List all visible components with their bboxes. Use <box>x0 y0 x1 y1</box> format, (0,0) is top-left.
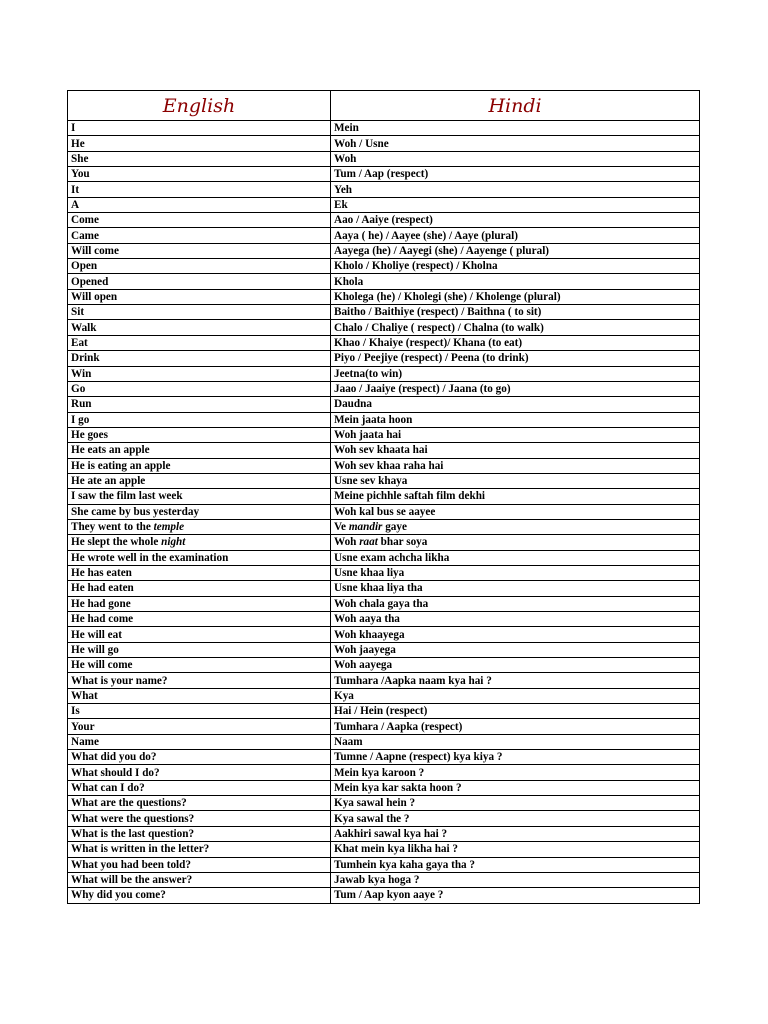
hindi-cell: Piyo / Peejiye (respect) / Peena (to drink) <box>331 351 700 366</box>
hindi-cell: Kholega (he) / Kholegi (she) / Kholenge (plural) <box>331 289 700 304</box>
hindi-cell: Woh raat bhar soya <box>331 535 700 550</box>
hindi-cell: Baitho / Baithiye (respect) / Baithna ( to sit) <box>331 305 700 320</box>
english-cell: Will come <box>68 243 331 258</box>
english-cell: Walk <box>68 320 331 335</box>
english-cell: Open <box>68 259 331 274</box>
table-row <box>68 627 700 642</box>
table-row <box>68 704 700 719</box>
english-cell: A <box>68 197 331 212</box>
hindi-cell: Jeetna(to win) <box>331 366 700 381</box>
table-row <box>68 780 700 795</box>
hindi-cell: Ek <box>331 197 700 212</box>
header-english: English <box>68 91 331 121</box>
english-cell: Drink <box>68 351 331 366</box>
hindi-cell: Yeh <box>331 182 700 197</box>
table-row <box>68 658 700 673</box>
hindi-cell: Mein kya kar sakta hoon ? <box>331 780 700 795</box>
hindi-cell: Tumhara / Aapka (respect) <box>331 719 700 734</box>
english-cell: Sit <box>68 305 331 320</box>
table-row <box>68 826 700 841</box>
hindi-cell: Tum / Aap kyon aaye ? <box>331 888 700 903</box>
english-cell: He will go <box>68 642 331 657</box>
table-row <box>68 412 700 427</box>
hindi-cell: Woh sev khaata hai <box>331 443 700 458</box>
hindi-cell: Khat mein kya likha hai ? <box>331 842 700 857</box>
english-cell: He wrote well in the examination <box>68 550 331 565</box>
english-cell: It <box>68 182 331 197</box>
english-cell: Come <box>68 213 331 228</box>
english-cell: What is your name? <box>68 673 331 688</box>
hindi-cell: Khola <box>331 274 700 289</box>
hindi-cell: Jawab kya hoga ? <box>331 872 700 887</box>
table-row <box>68 197 700 212</box>
english-cell: Eat <box>68 335 331 350</box>
hindi-cell: Kya sawal the ? <box>331 811 700 826</box>
table-row <box>68 796 700 811</box>
hindi-cell: Mein <box>331 121 700 136</box>
english-cell: I go <box>68 412 331 427</box>
english-cell: What will be the answer? <box>68 872 331 887</box>
table-row <box>68 366 700 381</box>
table-row <box>68 750 700 765</box>
table-row <box>68 458 700 473</box>
table-body <box>68 121 700 904</box>
hindi-cell: Naam <box>331 734 700 749</box>
hindi-cell: Aakhiri sawal kya hai ? <box>331 826 700 841</box>
english-cell: Is <box>68 704 331 719</box>
hindi-cell: Usne khaa liya tha <box>331 581 700 596</box>
english-cell: She <box>68 151 331 166</box>
hindi-cell: Tumhein kya kaha gaya tha ? <box>331 857 700 872</box>
table-row <box>68 596 700 611</box>
hindi-cell: Usne sev khaya <box>331 473 700 488</box>
table-row <box>68 305 700 320</box>
table-row <box>68 136 700 151</box>
table-row <box>68 182 700 197</box>
english-cell: She came by bus yesterday <box>68 504 331 519</box>
table-row <box>68 381 700 396</box>
english-cell: What can I do? <box>68 780 331 795</box>
english-cell: He eats an apple <box>68 443 331 458</box>
table-row <box>68 351 700 366</box>
english-cell: What <box>68 688 331 703</box>
table-row <box>68 565 700 580</box>
table-row <box>68 765 700 780</box>
english-cell: He <box>68 136 331 151</box>
table-row <box>68 612 700 627</box>
english-cell: He has eaten <box>68 565 331 580</box>
english-cell: What were the questions? <box>68 811 331 826</box>
table-row <box>68 550 700 565</box>
english-cell: Your <box>68 719 331 734</box>
table-row <box>68 151 700 166</box>
english-cell: He goes <box>68 427 331 442</box>
table-row <box>68 167 700 182</box>
table-row <box>68 320 700 335</box>
table-row <box>68 535 700 550</box>
italic-word: raat <box>359 536 378 549</box>
english-cell: Run <box>68 397 331 412</box>
table-row <box>68 642 700 657</box>
english-cell: He slept the whole night <box>68 535 331 550</box>
english-cell: I saw the film last week <box>68 489 331 504</box>
hindi-cell: Usne khaa liya <box>331 565 700 580</box>
table-row <box>68 857 700 872</box>
hindi-cell: Woh kal bus se aayee <box>331 504 700 519</box>
table-row <box>68 872 700 887</box>
table-row <box>68 688 700 703</box>
table-row <box>68 842 700 857</box>
english-cell: Name <box>68 734 331 749</box>
italic-word: night <box>161 536 186 549</box>
english-cell: He will eat <box>68 627 331 642</box>
vocabulary-table <box>67 90 700 904</box>
english-cell: You <box>68 167 331 182</box>
english-cell: What you had been told? <box>68 857 331 872</box>
english-cell: He ate an apple <box>68 473 331 488</box>
table-row <box>68 121 700 136</box>
english-cell: Win <box>68 366 331 381</box>
table-row <box>68 519 700 534</box>
hindi-cell: Ve mandir gaye <box>331 519 700 534</box>
hindi-cell: Chalo / Chaliye ( respect) / Chalna (to walk) <box>331 320 700 335</box>
english-cell: What is written in the letter? <box>68 842 331 857</box>
english-cell: He had eaten <box>68 581 331 596</box>
english-cell: Opened <box>68 274 331 289</box>
table-row <box>68 504 700 519</box>
table-row <box>68 274 700 289</box>
hindi-cell: Kya sawal hein ? <box>331 796 700 811</box>
hindi-cell: Hai / Hein (respect) <box>331 704 700 719</box>
table-row <box>68 811 700 826</box>
table-row <box>68 673 700 688</box>
table-row <box>68 734 700 749</box>
table-row <box>68 335 700 350</box>
table-row <box>68 443 700 458</box>
table-row <box>68 427 700 442</box>
hindi-cell: Woh / Usne <box>331 136 700 151</box>
english-cell: He is eating an apple <box>68 458 331 473</box>
english-cell: Came <box>68 228 331 243</box>
english-cell: Will open <box>68 289 331 304</box>
hindi-cell: Woh jaata hai <box>331 427 700 442</box>
english-cell: I <box>68 121 331 136</box>
hindi-cell: Usne exam achcha likha <box>331 550 700 565</box>
english-cell: What should I do? <box>68 765 331 780</box>
english-cell: He had come <box>68 612 331 627</box>
table-row <box>68 888 700 903</box>
table-row <box>68 228 700 243</box>
english-cell: He had gone <box>68 596 331 611</box>
english-cell: What is the last question? <box>68 826 331 841</box>
hindi-cell: Mein jaata hoon <box>331 412 700 427</box>
english-cell: What are the questions? <box>68 796 331 811</box>
table-row <box>68 719 700 734</box>
table-row <box>68 259 700 274</box>
hindi-cell: Daudna <box>331 397 700 412</box>
hindi-cell: Woh jaayega <box>331 642 700 657</box>
english-cell: Go <box>68 381 331 396</box>
english-cell: They went to the temple <box>68 519 331 534</box>
italic-word: mandir <box>348 521 383 534</box>
italic-word: temple <box>153 521 185 534</box>
hindi-cell: Woh aayega <box>331 658 700 673</box>
english-cell: Why did you come? <box>68 888 331 903</box>
hindi-cell: Aayega (he) / Aayegi (she) / Aayenge ( plural) <box>331 243 700 258</box>
hindi-cell: Woh <box>331 151 700 166</box>
table-row <box>68 489 700 504</box>
hindi-cell: Khao / Khaiye (respect)/ Khana (to eat) <box>331 335 700 350</box>
hindi-cell: Tum / Aap (respect) <box>331 167 700 182</box>
table-row <box>68 213 700 228</box>
hindi-cell: Kholo / Kholiye (respect) / Kholna <box>331 259 700 274</box>
english-cell: What did you do? <box>68 750 331 765</box>
table-row <box>68 397 700 412</box>
table-row <box>68 473 700 488</box>
hindi-cell: Kya <box>331 688 700 703</box>
hindi-cell: Aao / Aaiye (respect) <box>331 213 700 228</box>
hindi-cell: Mein kya karoon ? <box>331 765 700 780</box>
hindi-cell: Aaya ( he) / Aayee (she) / Aaye (plural) <box>331 228 700 243</box>
hindi-cell: Woh aaya tha <box>331 612 700 627</box>
english-cell: He will come <box>68 658 331 673</box>
hindi-cell: Jaao / Jaaiye (respect) / Jaana (to go) <box>331 381 700 396</box>
table-row <box>68 243 700 258</box>
table-row <box>68 289 700 304</box>
table-row <box>68 581 700 596</box>
header-row <box>68 91 700 121</box>
hindi-cell: Tumhara /Aapka naam kya hai ? <box>331 673 700 688</box>
hindi-cell: Woh sev khaa raha hai <box>331 458 700 473</box>
hindi-cell: Tumne / Aapne (respect) kya kiya ? <box>331 750 700 765</box>
hindi-cell: Woh khaayega <box>331 627 700 642</box>
hindi-cell: Woh chala gaya tha <box>331 596 700 611</box>
hindi-cell: Meine pichhle saftah film dekhi <box>331 489 700 504</box>
header-hindi: Hindi <box>331 91 700 121</box>
